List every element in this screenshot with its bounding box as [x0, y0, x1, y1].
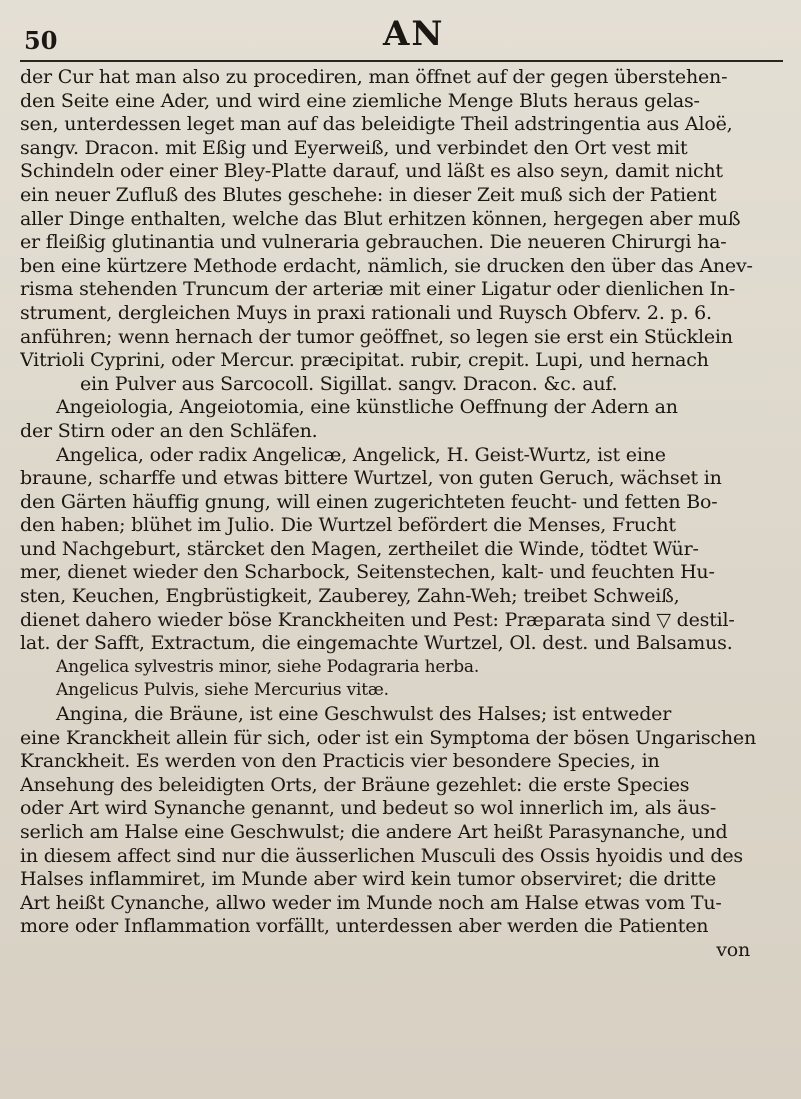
text-line: dienet dahero wieder böse Kranckheiten und Pest: Præparata sind ▽ destil-: [20, 608, 735, 631]
text-line: Vitrioli Cyprini, oder Mercur. præcipitat. rubir, crepit. Lupi, und hernach: [20, 349, 709, 372]
text-line: er fleißig glutinantia und vulneraria gebrauchen. Die neueren Chirurgi ha-: [20, 231, 727, 254]
entry-heading-line: Angina, die Bräune, ist eine Geschwulst des Halses; ist entweder: [56, 703, 672, 726]
entry-heading-line: Angeiologia, Angeiotomia, eine künstliche Oeffnung der Adern an: [56, 396, 678, 419]
text-line: und Nachgeburt, stärcket den Magen, zertheilet die Winde, tödtet Wür-: [20, 537, 699, 560]
text-line: der Cur hat man also zu procediren, man öffnet auf der gegen überstehen-: [20, 66, 728, 88]
text-line: oder Art wird Synanche genannt, und bedeut so wol innerlich im, als äus-: [20, 797, 717, 820]
text-line: den Seite eine Ader, und wird eine ziemliche Menge Bluts heraus gelas-: [20, 89, 700, 112]
text-line: sten, Keuchen, Engbrüstigkeit, Zauberey, Zahn-Weh; treibet Schweiß,: [20, 585, 680, 608]
text-line: serlich am Halse eine Geschwulst; die andere Art heißt Parasynanche, und: [20, 821, 728, 843]
catchword: von: [716, 938, 750, 961]
page-header: [20, 8, 800, 58]
text-line: risma stehenden Truncum der arteriæ mit einer Ligatur oder dienlichen In-: [20, 278, 736, 301]
page-number: 50: [24, 26, 58, 55]
text-line: sangv. Dracon. mit Eßig und Eyerweiß, und verbindet den Ort vest mit: [20, 136, 688, 159]
text-line: mer, dienet wieder den Scharbock, Seitenstechen, kalt- und feuchten Hu-: [20, 561, 715, 584]
text-line: den haben; blühet im Julio. Die Wurtzel befördert die Menses, Frucht: [20, 514, 676, 537]
text-line: more oder Inflammation vorfällt, unterdessen aber werden die Patienten: [20, 915, 709, 938]
text-line: ein Pulver aus Sarcocoll. Sigillat. sangv. Dracon. &c. auf.: [80, 372, 618, 395]
text-line: sen, unterdessen leget man auf das beleidigte Theil adstringentia aus Aloë,: [20, 113, 733, 136]
text-line: lat. der Safft, Extractum, die eingemachte Wurtzel, Ol. dest. und Balsamus.: [20, 632, 733, 655]
text-line: Ansehung des beleidigten Orts, der Bräune gezehlet: die erste Species: [20, 773, 690, 796]
header-rule: [20, 60, 783, 62]
text-line: in diesem affect sind nur die äusserlichen Musculi des Ossis hyoidis und des: [20, 844, 743, 867]
running-head: AN: [383, 14, 445, 54]
text-line: Kranckheit. Es werden von den Practicis vier besondere Species, in: [20, 750, 660, 773]
text-line: ein neuer Zufluß des Blutes geschehe: in dieser Zeit muß sich der Patient: [20, 183, 717, 206]
entry-heading-line: Angelica, oder radix Angelicæ, Angelick, H. Geist-Wurtz, ist eine: [56, 443, 666, 466]
text-line: anführen; wenn hernach der tumor geöffnet, so legen sie erst ein Stücklein: [20, 325, 733, 348]
text-line: den Gärten häuffig gnung, will einen zugerichteten feucht- und fetten Bo-: [20, 490, 718, 513]
text-line: Art heißt Cynanche, allwo weder im Munde noch am Halse etwas vom Tu-: [20, 891, 722, 914]
text-line: eine Kranckheit allein für sich, oder ist ein Symptoma der bösen Ungarischen: [20, 726, 756, 749]
text-line: Schindeln oder einer Bley-Platte darauf, und läßt es also seyn, damit nicht: [20, 160, 723, 183]
text-line: aller Dinge enthalten, welche das Blut erhitzen können, hergegen aber muß: [20, 207, 741, 230]
text-line: der Stirn oder an den Schläfen.: [20, 419, 318, 442]
text-line: braune, scharffe und etwas bittere Wurtzel, von guten Geruch, wächset in: [20, 467, 722, 490]
text-line: ben eine kürtzere Methode erdacht, nämlich, sie drucken den über das Anev-: [20, 254, 753, 277]
text-line: Halses inflammiret, im Munde aber wird kein tumor observiret; die dritte: [20, 868, 717, 891]
body-text: [20, 66, 780, 963]
entry-heading-line: Angelicus Pulvis, siehe Mercurius vitæ.: [56, 680, 389, 701]
entry-heading-line: Angelica sylvestris minor, siehe Podagraria herba.: [56, 656, 480, 677]
text-line: strument, dergleichen Muys in praxi rationali und Ruysch Obferv. 2. p. 6.: [20, 301, 712, 324]
